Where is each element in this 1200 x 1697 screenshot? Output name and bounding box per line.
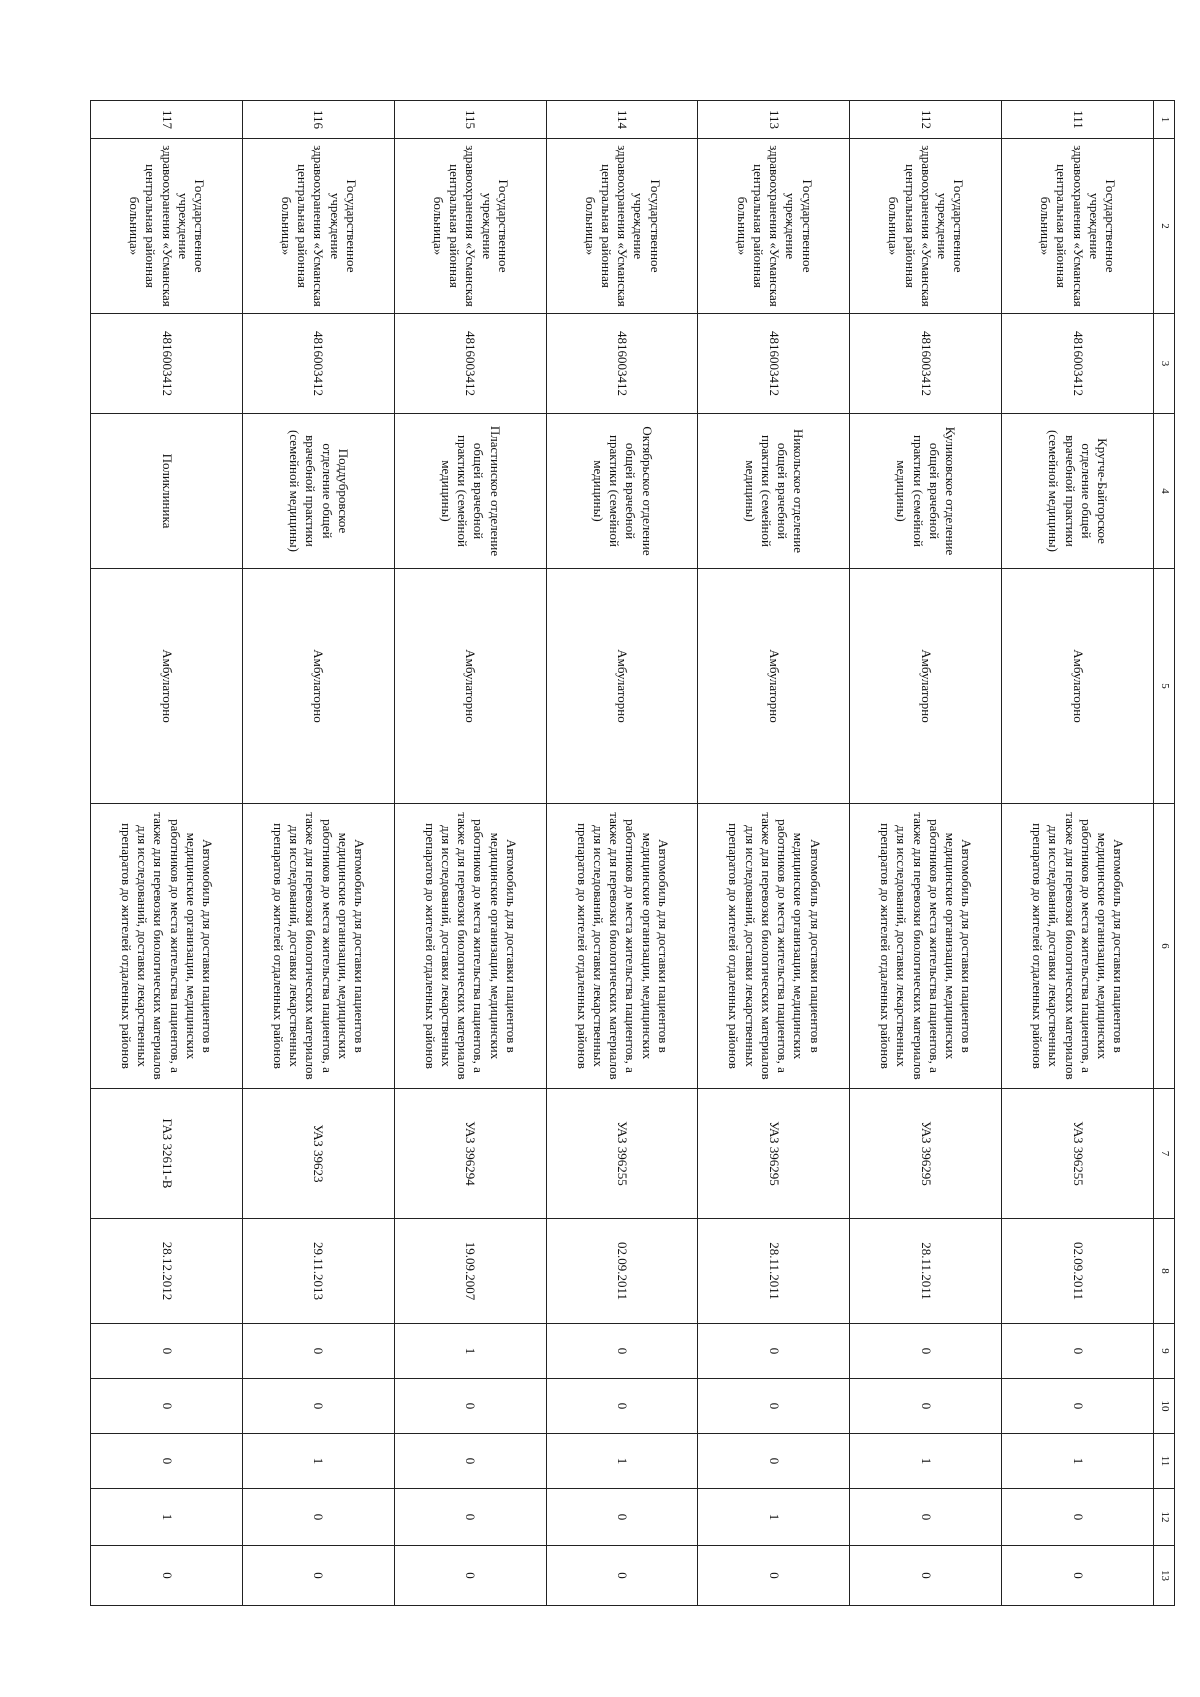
cell-inn: 4816003412 [394, 314, 546, 414]
cell-col-12: 0 [850, 1489, 1002, 1546]
cell-purpose: Автомобиль для доставки пациентов в медицинские организации, медицинских работников до места жительства пациентов, а также для перевозки биологических материалов для исследований, доставки лекарственных препаратов до жителей отдаленных районов [698, 804, 850, 1089]
cell-date: 28.11.2011 [850, 1219, 1002, 1324]
cell-col-13: 0 [698, 1546, 850, 1606]
cell-inn: 4816003412 [850, 314, 1002, 414]
table-row [394, 101, 546, 1606]
cell-date: 02.09.2011 [1002, 1219, 1154, 1324]
cell-col-11: 0 [394, 1434, 546, 1489]
cell-col-12: 1 [698, 1489, 850, 1546]
cell-col-9: 0 [242, 1324, 394, 1379]
cell-col-10: 0 [850, 1379, 1002, 1434]
cell-col-9: 0 [698, 1324, 850, 1379]
col-header-2: 2 [1154, 139, 1175, 314]
cell-department: Октябрьское отделение общей врачебной практики (семейной медицины) [546, 414, 698, 569]
col-header-6: 6 [1154, 804, 1175, 1089]
cell-organization: Государственное учреждение здравоохранения «Усманская центральная районная больница» [242, 139, 394, 314]
cell-col-12: 0 [1002, 1489, 1154, 1546]
cell-col-10: 0 [546, 1379, 698, 1434]
cell-vehicle-model: ГАЗ 32611-В [91, 1089, 243, 1219]
cell-row-number: 117 [91, 101, 243, 139]
cell-row-number: 116 [242, 101, 394, 139]
cell-inn: 4816003412 [91, 314, 243, 414]
col-header-3: 3 [1154, 314, 1175, 414]
col-header-5: 5 [1154, 569, 1175, 804]
cell-col-11: 1 [850, 1434, 1002, 1489]
cell-col-13: 0 [91, 1546, 243, 1606]
cell-purpose: Автомобиль для доставки пациентов в медицинские организации, медицинских работников до места жительства пациентов, а также для перевозки биологических материалов для исследований, доставки лекарственных препаратов до жителей отдаленных районов [1002, 804, 1154, 1089]
cell-organization: Государственное учреждение здравоохранения «Усманская центральная районная больница» [1002, 139, 1154, 314]
cell-vehicle-model: УАЗ 396255 [546, 1089, 698, 1219]
header-row [1154, 101, 1175, 1606]
cell-col-13: 0 [1002, 1546, 1154, 1606]
cell-conditions: Амбулаторно [546, 569, 698, 804]
cell-date: 02.09.2011 [546, 1219, 698, 1324]
cell-conditions: Амбулаторно [394, 569, 546, 804]
table-row [91, 101, 243, 1606]
cell-vehicle-model: УАЗ 396295 [850, 1089, 1002, 1219]
cell-organization: Государственное учреждение здравоохранения «Усманская центральная районная больница» [91, 139, 243, 314]
cell-col-12: 0 [546, 1489, 698, 1546]
cell-col-10: 0 [394, 1379, 546, 1434]
cell-purpose: Автомобиль для доставки пациентов в медицинские организации, медицинских работников до места жительства пациентов, а также для перевозки биологических материалов для исследований, доставки лекарственных препаратов до жителей отдаленных районов [394, 804, 546, 1089]
cell-department: Никольское отделение общей врачебной практики (семейной медицины) [698, 414, 850, 569]
cell-organization: Государственное учреждение здравоохранения «Усманская центральная районная больница» [394, 139, 546, 314]
table-row [242, 101, 394, 1606]
cell-col-11: 1 [1002, 1434, 1154, 1489]
cell-col-12: 0 [394, 1489, 546, 1546]
cell-conditions: Амбулаторно [850, 569, 1002, 804]
cell-col-12: 1 [91, 1489, 243, 1546]
col-header-12: 12 [1154, 1489, 1175, 1546]
cell-purpose: Автомобиль для доставки пациентов в медицинские организации, медицинских работников до места жительства пациентов, а также для перевозки биологических материалов для исследований, доставки лекарственных препаратов до жителей отдаленных районов [91, 804, 243, 1089]
cell-organization: Государственное учреждение здравоохранения «Усманская центральная районная больница» [850, 139, 1002, 314]
cell-inn: 4816003412 [698, 314, 850, 414]
cell-row-number: 114 [546, 101, 698, 139]
cell-vehicle-model: УАЗ 396294 [394, 1089, 546, 1219]
cell-vehicle-model: УАЗ 39623 [242, 1089, 394, 1219]
cell-date: 29.11.2013 [242, 1219, 394, 1324]
cell-purpose: Автомобиль для доставки пациентов в медицинские организации, медицинских работников до места жительства пациентов, а также для перевозки биологических материалов для исследований, доставки лекарственных препаратов до жителей отдаленных районов [242, 804, 394, 1089]
cell-vehicle-model: УАЗ 396255 [1002, 1089, 1154, 1219]
cell-col-9: 0 [850, 1324, 1002, 1379]
cell-department: Поддубровское отделение общей врачебной практики (семейной медицины) [242, 414, 394, 569]
cell-col-13: 0 [546, 1546, 698, 1606]
cell-col-9: 0 [546, 1324, 698, 1379]
table-row [850, 101, 1002, 1606]
col-header-10: 10 [1154, 1379, 1175, 1434]
cell-col-10: 0 [242, 1379, 394, 1434]
rotated-page [90, 100, 1175, 1605]
cell-purpose: Автомобиль для доставки пациентов в медицинские организации, медицинских работников до места жительства пациентов, а также для перевозки биологических материалов для исследований, доставки лекарственных препаратов до жителей отдаленных районов [850, 804, 1002, 1089]
vehicle-table [90, 100, 1175, 1606]
cell-date: 19.09.2007 [394, 1219, 546, 1324]
cell-row-number: 113 [698, 101, 850, 139]
cell-department: Поликлиника [91, 414, 243, 569]
col-header-8: 8 [1154, 1219, 1175, 1324]
cell-row-number: 111 [1002, 101, 1154, 139]
cell-col-12: 0 [242, 1489, 394, 1546]
cell-row-number: 115 [394, 101, 546, 139]
cell-inn: 4816003412 [242, 314, 394, 414]
cell-row-number: 112 [850, 101, 1002, 139]
cell-col-10: 0 [91, 1379, 243, 1434]
table-row [546, 101, 698, 1606]
cell-date: 28.11.2011 [698, 1219, 850, 1324]
cell-col-13: 0 [394, 1546, 546, 1606]
cell-vehicle-model: УАЗ 396295 [698, 1089, 850, 1219]
cell-col-11: 0 [698, 1434, 850, 1489]
cell-purpose: Автомобиль для доставки пациентов в медицинские организации, медицинских работников до места жительства пациентов, а также для перевозки биологических материалов для исследований, доставки лекарственных препаратов до жителей отдаленных районов [546, 804, 698, 1089]
col-header-7: 7 [1154, 1089, 1175, 1219]
cell-col-11: 1 [546, 1434, 698, 1489]
cell-col-10: 0 [1002, 1379, 1154, 1434]
cell-col-13: 0 [850, 1546, 1002, 1606]
col-header-13: 13 [1154, 1546, 1175, 1606]
cell-conditions: Амбулаторно [91, 569, 243, 804]
cell-date: 28.12.2012 [91, 1219, 243, 1324]
table-row [1002, 101, 1154, 1606]
cell-department: Крутче-Байгорское отделение общей врачебной практики (семейной медицины) [1002, 414, 1154, 569]
col-header-4: 4 [1154, 414, 1175, 569]
cell-department: Пластинское отделение общей врачебной практики (семейной медицины) [394, 414, 546, 569]
table-row [698, 101, 850, 1606]
cell-conditions: Амбулаторно [242, 569, 394, 804]
cell-inn: 4816003412 [1002, 314, 1154, 414]
cell-organization: Государственное учреждение здравоохранения «Усманская центральная районная больница» [698, 139, 850, 314]
cell-col-11: 0 [91, 1434, 243, 1489]
cell-col-9: 1 [394, 1324, 546, 1379]
cell-organization: Государственное учреждение здравоохранения «Усманская центральная районная больница» [546, 139, 698, 314]
cell-department: Куликовское отделение общей врачебной практики (семейной медицины) [850, 414, 1002, 569]
cell-conditions: Амбулаторно [1002, 569, 1154, 804]
cell-col-9: 0 [91, 1324, 243, 1379]
col-header-11: 11 [1154, 1434, 1175, 1489]
cell-col-10: 0 [698, 1379, 850, 1434]
cell-col-11: 1 [242, 1434, 394, 1489]
col-header-9: 9 [1154, 1324, 1175, 1379]
cell-conditions: Амбулаторно [698, 569, 850, 804]
col-header-1: 1 [1154, 101, 1175, 139]
cell-inn: 4816003412 [546, 314, 698, 414]
cell-col-9: 0 [1002, 1324, 1154, 1379]
cell-col-13: 0 [242, 1546, 394, 1606]
